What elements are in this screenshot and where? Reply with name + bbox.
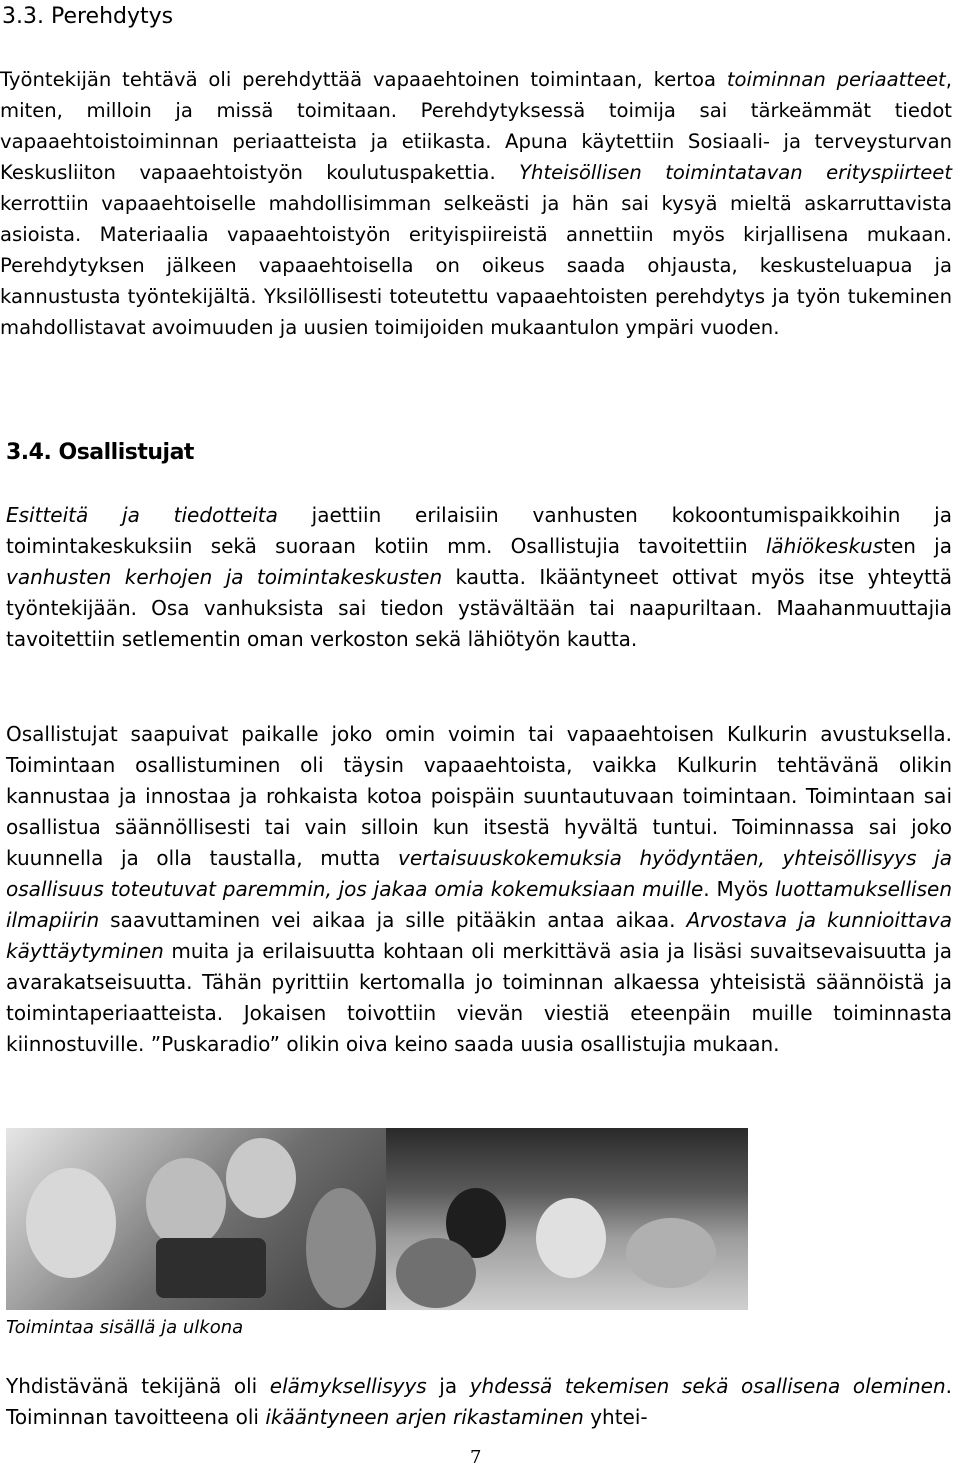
- text-run-italic: Yhteisöllisen toimintatavan erityspiirteet: [519, 161, 953, 184]
- paragraph-osallistujat-3: [6, 1371, 952, 1433]
- text-run-italic: ikääntyneen arjen rikastaminen: [265, 1405, 584, 1429]
- photo-outdoor-activity: [386, 1128, 748, 1310]
- paragraph-perehdytys: [0, 64, 952, 343]
- text-run-italic: Esitteitä ja tiedotteita: [6, 503, 278, 527]
- text-run: ten ja: [883, 534, 952, 558]
- text-run: Työntekijän tehtävä oli perehdyttää vapaaehtoinen toimintaan, kertoa: [0, 68, 727, 91]
- text-run: . Myös: [703, 877, 776, 901]
- photo-figure: [306, 1188, 376, 1308]
- text-run-italic: lähiökeskus: [765, 534, 884, 558]
- photo-strip: [6, 1128, 748, 1310]
- section-heading-perehdytys: 3.3. Perehdytys: [2, 4, 174, 29]
- photo-figure: [146, 1158, 226, 1248]
- text-run: jaettiin erilaisiin vanhusten kokoontumispaikkoihin ja toimintakeskuksiin sekä suoraan kotiin mm. Osallistujia tavoitettiin: [6, 503, 952, 558]
- text-run-italic: vanhusten kerhojen ja toimintakeskusten: [6, 565, 443, 589]
- text-run-italic: luottamuksellisen ilmapiirin: [6, 877, 952, 932]
- photo-figure: [156, 1238, 266, 1298]
- text-run: , miten, milloin ja missä toimitaan. Perehdytyksessä toimija sai tärkeämmät tiedot vapaaehtoistoiminnan periaatteista ja etiikasta. Apuna käytettiin Sosiaali- ja terveysturvan Keskusliiton vapaaehtoistyön koulutuspakettia.: [0, 68, 952, 184]
- photo-figure: [626, 1218, 716, 1288]
- photo-figure: [396, 1238, 476, 1308]
- text-run-italic: yhdessä tekemisen sekä osallisena oleminen: [469, 1374, 946, 1398]
- text-run: ja: [426, 1374, 470, 1398]
- text-run: kerrottiin vapaaehtoiselle mahdollisimman selkeästi ja hän sai kysyä mieltä askarruttavista asioista. Materiaalia vapaaehtoistyön erityispiireistä annettiin myös kirjallisena mukaan. Perehdytyksen jälkeen vapaaehtoisella on oikeus saada ohjausta, keskusteluapua ja kannustusta työntekijältä. Yksilöllisesti toteutettu vapaaehtoisten perehdytys ja työn tukeminen mahdollistavat avoimuuden ja uusien toimijoiden mukaantulon ympäri vuoden.: [0, 192, 952, 339]
- photo-figure: [26, 1168, 116, 1278]
- text-run: yhtei-: [583, 1405, 648, 1429]
- text-run-italic: toiminnan periaatteet: [726, 68, 946, 91]
- text-run-italic: Arvostava ja kunnioittava käyttäytyminen: [6, 908, 952, 963]
- page-number: 7: [470, 1447, 482, 1468]
- section-heading-osallistujat: 3.4. Osallistujat: [6, 440, 194, 465]
- photo-indoor-activity: [6, 1128, 386, 1310]
- photo-figure: [536, 1198, 606, 1278]
- text-run: Osallistujat saapuivat paikalle joko omin voimin tai vapaaehtoisen Kulkurin avustuksella. Toimintaan osallistuminen oli täysin vapaaehtoista, vaikka Kulkurin tehtävänä olikin kannustaa ja innostaa ja rohkaista kotoa poispäin suuntautuvaan toimintaan. Toimintaan sai osallistua säännöllisesti tai vain silloin kun itsestä hyvältä tuntui. Toiminnassa sai joko kuunnella ja olla taustalla, mutta: [6, 722, 952, 870]
- text-run: . Toiminnan tavoitteena oli: [6, 1374, 953, 1429]
- text-run: kautta. Ikääntyneet ottivat myös itse yhteyttä työntekijään. Osa vanhuksista sai tiedon ystävältään tai naapuriltaan. Maahanmuuttajia tavoitettiin setlementin oman verkoston sekä lähiötyön kautta.: [6, 565, 952, 651]
- text-run: muita ja erilaisuutta kohtaan oli merkittävä asia ja lisäsi suvaitsevaisuutta ja avarakatseisuutta. Tähän pyrittiin kertomalla jo toiminnan alkaessa yhteisistä säännöistä ja toimintaperiaatteista. Jokaisen toivottiin vievän viestiä eteenpäin muille toiminnasta kiinnostuville. ”Puskaradio” olikin oiva keino saada uusia osallistujia mukaan.: [6, 939, 952, 1056]
- paragraph-osallistujat-1: [6, 500, 952, 655]
- photo-caption: Toimintaa sisällä ja ulkona: [6, 1317, 244, 1338]
- text-run-italic: vertaisuuskokemuksia hyödyntäen, yhteisöllisyys ja osallisuus toteutuvat paremmin, jos jakaa omia kokemuksiaan muille: [6, 846, 952, 901]
- text-run-italic: elämyksellisyys: [269, 1374, 427, 1398]
- text-run: Yhdistävänä tekijänä oli: [6, 1374, 270, 1398]
- paragraph-osallistujat-2: [6, 719, 952, 1060]
- photo-figure: [226, 1138, 296, 1218]
- text-run: saavuttaminen vei aikaa ja sille pitääkin antaa aikaa.: [99, 908, 687, 932]
